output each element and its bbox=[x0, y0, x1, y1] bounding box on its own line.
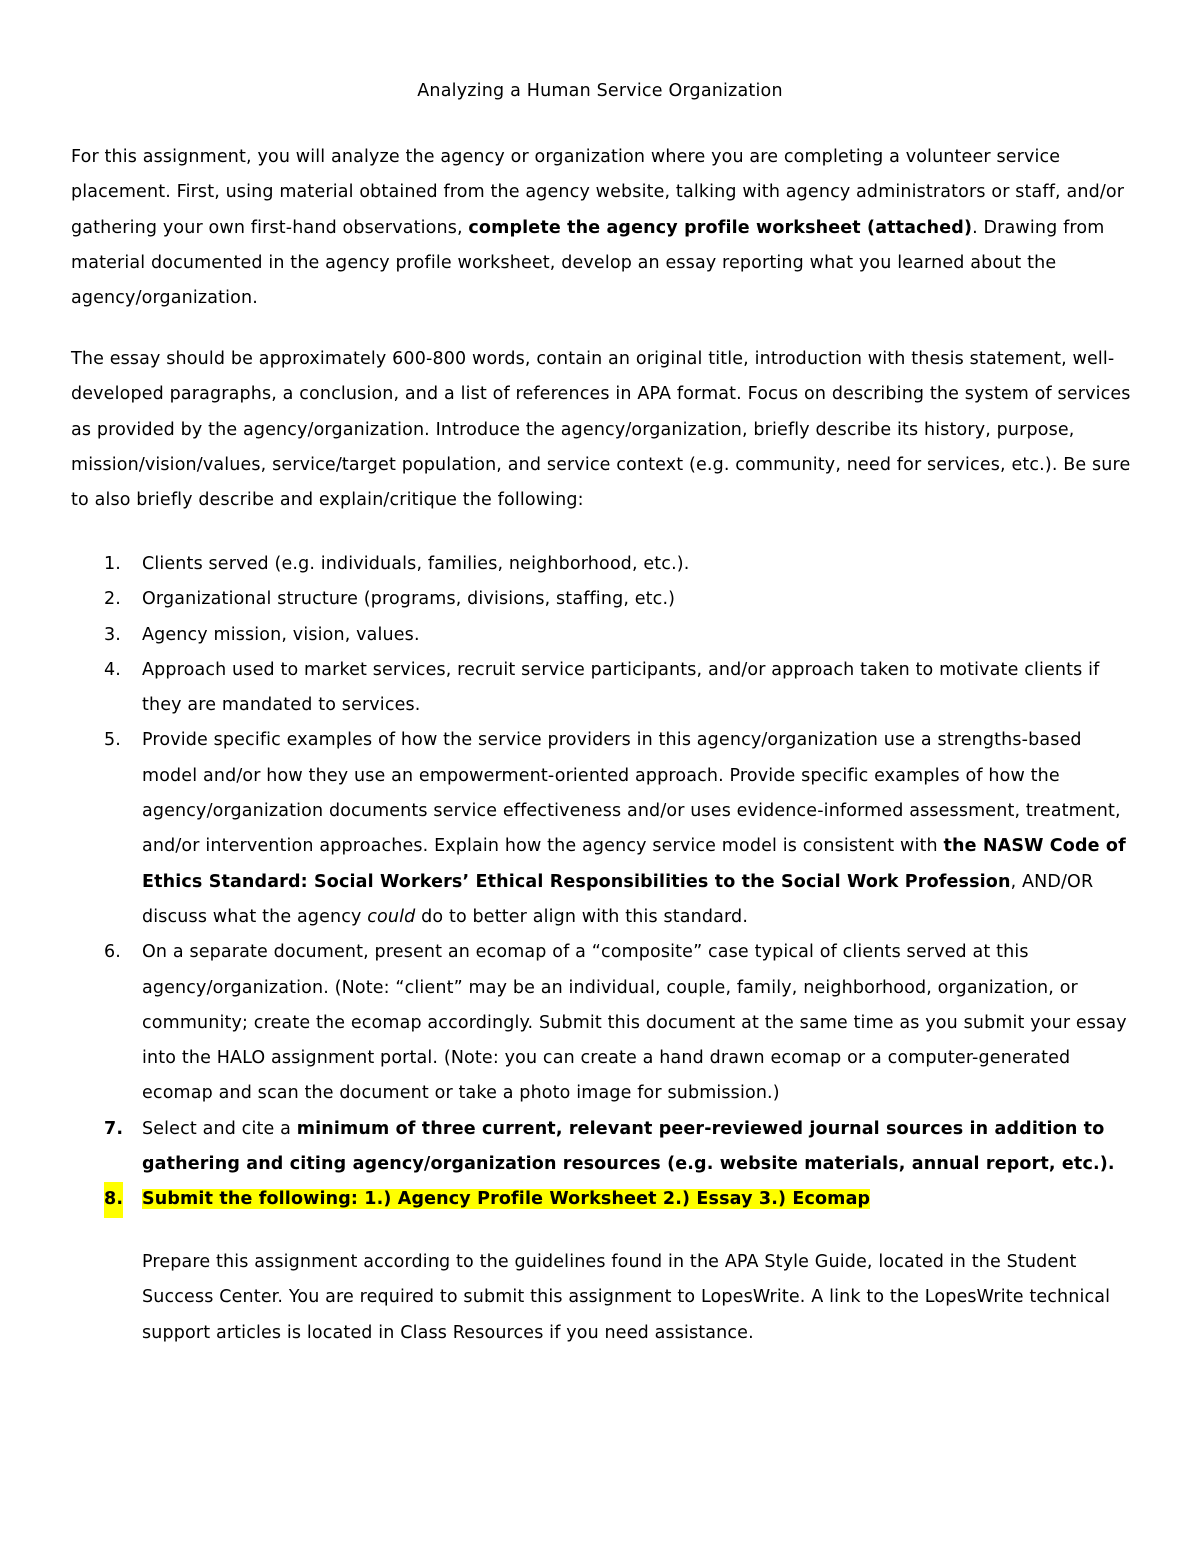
list-item-text: On a separate document, present an ecomap of a “composite” case typical of clients served at this agency/organization. (Note: “client” may be an individual, couple, family, neighborhood, organization, or community; create the ecomap accordingly. Submit this document at the same time as you submit your essay into the HALO assignment portal. (Note: you can create a hand drawn ecomap or a computer-generated ecomap and scan the document or take a photo image for submission.) bbox=[142, 942, 1127, 1104]
list-item bbox=[0, 935, 1200, 1111]
list-item-text-a: Provide specific examples of how the service providers in this agency/organization use a strengths-based model and/or how they use an empowerment-oriented approach. Provide specific examples of how the agency/organization documents service effectiveness and/or uses evidence-informed assessment, treatment, and/or intervention approaches. Explain how the agency service model is consistent with bbox=[142, 730, 1121, 857]
journal-sources-requirement: minimum of three current, relevant peer-reviewed journal sources in addition to gathering and citing agency/organization resources (e.g. website materials, annual report, etc.). bbox=[142, 1118, 1115, 1175]
apa-guidelines-paragraph: Prepare this assignment according to the guidelines found in the APA Style Guide, located in the Student Success Center. You are required to submit this assignment to LopesWrite. A link to the LopesWrite technical support articles is located in Class Resources if you need assistance. bbox=[142, 1252, 1111, 1343]
intro-bold-instruction: complete the agency profile worksheet (attached) bbox=[468, 217, 973, 238]
list-item bbox=[0, 723, 1200, 935]
list-item bbox=[0, 618, 1200, 653]
list-number: 1. bbox=[104, 554, 121, 574]
list-item-text-b: , AND/OR discuss what the agency bbox=[142, 871, 1094, 927]
list-item-text-c: do to better align with this standard. bbox=[415, 906, 749, 927]
submission-instructions: Submit the following: 1.) Agency Profile Worksheet 2.) Essay 3.) Ecomap bbox=[142, 1189, 871, 1210]
intro-paragraph bbox=[71, 140, 1141, 316]
nasw-code-reference: the NASW Code of Ethics Standard: Social Workers’ Ethical Responsibilities to the Social Work Profession bbox=[142, 836, 1126, 892]
list-number: 2. bbox=[104, 589, 121, 610]
list-item bbox=[0, 1112, 1200, 1183]
intro-text-a: For this assignment, you will analyze the agency or organization where you are completing a volunteer service placement. First, using material obtained from the agency website, talking with agency administrators or staff, and/or gathering your own first-hand observations, bbox=[71, 147, 1125, 238]
list-number: 3. bbox=[104, 624, 121, 645]
list-item-italic: could bbox=[367, 906, 416, 927]
list-item bbox=[0, 653, 1200, 724]
list-number: 8. bbox=[104, 1182, 123, 1217]
list-item-text: Clients served (e.g. individuals, families, neighborhood, etc.). bbox=[142, 554, 690, 574]
list-item-text: Organizational structure (programs, divisions, staffing, etc.) bbox=[142, 589, 676, 610]
requirements-list bbox=[0, 547, 1200, 1218]
list-item-text-a: Select and cite a bbox=[142, 1118, 297, 1139]
list-item-text: Approach used to market services, recruit service participants, and/or approach taken to motivate clients if they are mandated to services. bbox=[142, 659, 1100, 716]
list-item-submission bbox=[0, 1182, 1200, 1217]
list-number: 4. bbox=[104, 659, 121, 680]
intro-text-b: . Drawing from material documented in the agency profile worksheet, develop an essay reporting what you learned about the agency/organization. bbox=[71, 217, 1105, 309]
document-title: Analyzing a Human Service Organization bbox=[417, 81, 783, 101]
essay-requirements-paragraph: The essay should be approximately 600-800 words, contain an original title, introduction with thesis statement, well-developed paragraphs, a conclusion, and a list of references in APA format. Focus on describing the system of services as provided by the agency/organization. Introduce the agency/organization, briefly describe its history, purpose, mission/vision/values, service/target population, and service context (e.g. community, need for services, etc.). Be sure to also briefly describe and explain/critique the following: bbox=[71, 349, 1131, 511]
list-item bbox=[0, 547, 1200, 582]
list-item-text: Agency mission, vision, values. bbox=[142, 624, 420, 645]
list-number: 7. bbox=[104, 1118, 124, 1139]
list-number: 6. bbox=[104, 942, 121, 963]
list-number: 5. bbox=[104, 730, 121, 751]
list-item bbox=[0, 582, 1200, 617]
